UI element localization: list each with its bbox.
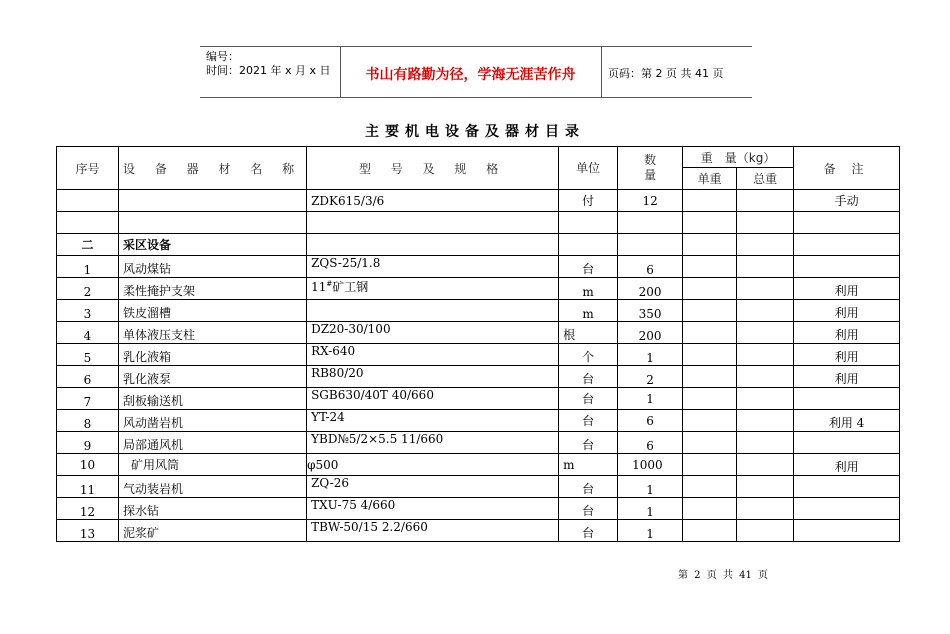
col-header-weight: 重 量（kg）	[683, 147, 794, 168]
cell-unit: 台	[559, 410, 618, 432]
col-header-name: 设 备 器 材 名 称	[119, 147, 307, 190]
cell-unit: 付	[559, 190, 618, 212]
cell-seq: 11	[57, 476, 119, 498]
cell-unit-weight	[683, 322, 737, 344]
cell-model: ZQS-25/1.8	[307, 256, 559, 278]
cell-seq: 12	[57, 498, 119, 520]
cell-total-weight	[737, 476, 794, 498]
cell-qty: 1	[618, 520, 683, 542]
cell-unit-weight	[683, 476, 737, 498]
table-row	[57, 234, 900, 256]
cell-name: 单体液压支柱	[119, 322, 307, 344]
cell-seq: 7	[57, 388, 119, 410]
cell-qty: 1000	[618, 454, 683, 476]
col-header-total-weight: 总重	[737, 168, 794, 190]
cell-unit-weight	[683, 256, 737, 278]
cell-seq: 1	[57, 256, 119, 278]
page-header	[200, 46, 752, 98]
table-row	[57, 388, 900, 410]
col-header-unit-weight: 单重	[683, 168, 737, 190]
cell-unit-weight	[683, 454, 737, 476]
table-row	[57, 520, 900, 542]
cell-qty: 1	[618, 498, 683, 520]
cell-unit	[559, 212, 618, 234]
header-meta	[206, 50, 331, 78]
cell-unit-weight	[683, 366, 737, 388]
cell-name: 矿用风筒	[119, 454, 307, 476]
cell-total-weight	[737, 322, 794, 344]
cell-unit-weight	[683, 344, 737, 366]
header-page-label: 页码：第 2 页 共 41 页	[608, 67, 724, 80]
cell-remark	[794, 234, 900, 256]
table-row	[57, 190, 900, 212]
cell-seq: 8	[57, 410, 119, 432]
cell-total-weight	[737, 366, 794, 388]
page-footer: 第 2 页 共 41 页	[678, 570, 768, 581]
cell-unit: 台	[559, 498, 618, 520]
cell-remark	[794, 212, 900, 234]
cell-total-weight	[737, 256, 794, 278]
cell-total-weight	[737, 278, 794, 300]
cell-qty: 1	[618, 344, 683, 366]
cell-unit: 台	[559, 366, 618, 388]
cell-total-weight	[737, 410, 794, 432]
cell-model	[307, 278, 559, 300]
model-text-tail: 矿工钢	[332, 280, 369, 294]
cell-seq: 5	[57, 344, 119, 366]
cell-model: DZ20-30/100	[307, 322, 559, 344]
cell-name: 铁皮溜槽	[119, 300, 307, 322]
cell-total-weight	[737, 190, 794, 212]
header-divider	[601, 47, 602, 97]
cell-seq: 6	[57, 366, 119, 388]
doc-time-label: 时间：2021 年 x 月 x 日	[206, 64, 331, 77]
page-title: 主要机电设备及器材目录	[365, 124, 585, 140]
cell-name: 乳化液泵	[119, 366, 307, 388]
cell-name: 风动煤钻	[119, 256, 307, 278]
cell-total-weight	[737, 388, 794, 410]
cell-unit: 台	[559, 476, 618, 498]
cell-unit: m	[559, 300, 618, 322]
cell-remark: 利用	[794, 454, 900, 476]
cell-remark	[794, 256, 900, 278]
cell-model: RX-640	[307, 344, 559, 366]
cell-unit-weight	[683, 300, 737, 322]
cell-unit-weight	[683, 498, 737, 520]
cell-name	[119, 190, 307, 212]
cell-model	[307, 234, 559, 256]
cell-name: 乳化液箱	[119, 344, 307, 366]
cell-model: YT-24	[307, 410, 559, 432]
cell-qty: 6	[618, 432, 683, 454]
cell-qty: 200	[618, 278, 683, 300]
model-text: 11	[311, 280, 327, 294]
cell-remark	[794, 388, 900, 410]
cell-qty: 200	[618, 322, 683, 344]
table-row	[57, 344, 900, 366]
cell-remark	[794, 498, 900, 520]
cell-model: ZDK615/3/6	[307, 190, 559, 212]
col-header-remark: 备 注	[794, 147, 900, 190]
cell-model: TBW-50/15 2.2/660	[307, 520, 559, 542]
table-row	[57, 212, 900, 234]
cell-seq: 10	[57, 454, 119, 476]
col-header-model: 型 号 及 规 格	[307, 147, 559, 190]
cell-name	[119, 212, 307, 234]
table-row	[57, 366, 900, 388]
cell-model: TXU-75 4/660	[307, 498, 559, 520]
table-row	[57, 432, 900, 454]
cell-unit-weight	[683, 234, 737, 256]
cell-unit: 根	[559, 322, 618, 344]
cell-total-weight	[737, 432, 794, 454]
table-row	[57, 410, 900, 432]
cell-unit: m	[559, 454, 618, 476]
cell-remark	[794, 520, 900, 542]
cell-name: 刮板输送机	[119, 388, 307, 410]
cell-model: RB80/20	[307, 366, 559, 388]
cell-qty: 6	[618, 410, 683, 432]
equipment-table	[56, 146, 900, 542]
table-row	[57, 256, 900, 278]
cell-unit: 台	[559, 256, 618, 278]
cell-name: 风动凿岩机	[119, 410, 307, 432]
cell-unit-weight	[683, 388, 737, 410]
header-motto: 书山有路勤为径，学海无涯苦作舟	[365, 67, 576, 83]
cell-unit-weight	[683, 410, 737, 432]
model-superscript: #	[326, 280, 333, 288]
cell-unit-weight	[683, 520, 737, 542]
table-row	[57, 454, 900, 476]
cell-total-weight	[737, 344, 794, 366]
doc-number-label: 编号：	[206, 50, 239, 63]
cell-remark: 利用	[794, 300, 900, 322]
cell-remark: 利用	[794, 344, 900, 366]
col-header-unit: 单位	[559, 147, 618, 190]
cell-model: YBD№5/2×5.5 11/660	[307, 432, 559, 454]
cell-remark: 利用	[794, 366, 900, 388]
section-heading: 采区设备	[119, 234, 307, 256]
cell-model: SGB630/40T 40/660	[307, 388, 559, 410]
table-row	[57, 498, 900, 520]
cell-unit-weight	[683, 278, 737, 300]
cell-total-weight	[737, 454, 794, 476]
cell-unit: 台	[559, 432, 618, 454]
cell-remark: 利用	[794, 278, 900, 300]
col-header-seq: 序号	[57, 147, 119, 190]
cell-remark: 利用 4	[794, 410, 900, 432]
cell-seq: 4	[57, 322, 119, 344]
cell-unit-weight	[683, 212, 737, 234]
cell-seq: 2	[57, 278, 119, 300]
cell-seq	[57, 212, 119, 234]
cell-qty: 350	[618, 300, 683, 322]
cell-unit: 个	[559, 344, 618, 366]
cell-total-weight	[737, 498, 794, 520]
cell-qty: 1	[618, 476, 683, 498]
table-row	[57, 278, 900, 300]
table-row	[57, 476, 900, 498]
cell-remark	[794, 432, 900, 454]
cell-unit: 台	[559, 388, 618, 410]
cell-model: φ500	[307, 454, 559, 476]
cell-seq: 二	[57, 234, 119, 256]
cell-qty: 6	[618, 256, 683, 278]
cell-name: 柔性掩护支架	[119, 278, 307, 300]
cell-model: ZQ-26	[307, 476, 559, 498]
cell-qty	[618, 212, 683, 234]
cell-qty: 12	[618, 190, 683, 212]
cell-total-weight	[737, 234, 794, 256]
col-header-qty: 数量	[618, 147, 683, 190]
cell-name: 局部通风机	[119, 432, 307, 454]
cell-name: 气动装岩机	[119, 476, 307, 498]
cell-name: 探水钻	[119, 498, 307, 520]
cell-seq: 3	[57, 300, 119, 322]
cell-model	[307, 212, 559, 234]
cell-unit-weight	[683, 190, 737, 212]
cell-seq: 9	[57, 432, 119, 454]
cell-remark: 手动	[794, 190, 900, 212]
cell-qty	[618, 234, 683, 256]
cell-name: 泥浆矿	[119, 520, 307, 542]
table-row	[57, 300, 900, 322]
cell-seq	[57, 190, 119, 212]
cell-model	[307, 300, 559, 322]
cell-seq: 13	[57, 520, 119, 542]
cell-unit: 台	[559, 520, 618, 542]
table-row	[57, 322, 900, 344]
cell-qty: 1	[618, 388, 683, 410]
cell-qty: 2	[618, 366, 683, 388]
cell-unit	[559, 234, 618, 256]
cell-unit: m	[559, 278, 618, 300]
cell-remark: 利用	[794, 322, 900, 344]
cell-remark	[794, 476, 900, 498]
cell-total-weight	[737, 212, 794, 234]
cell-total-weight	[737, 520, 794, 542]
cell-unit-weight	[683, 432, 737, 454]
cell-total-weight	[737, 300, 794, 322]
